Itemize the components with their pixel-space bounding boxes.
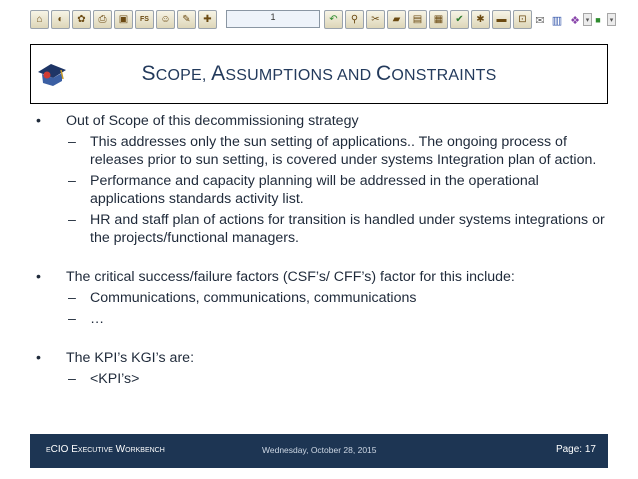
bullet-text: Out of Scope of this decommissioning strategy <box>66 113 359 129</box>
sub-bullet-item <box>36 172 606 208</box>
sub-bullet-text: HR and staff plan of actions for transition is handled under systems integrations or the projects/functional managers. <box>90 212 605 246</box>
home-icon[interactable]: ⌂ <box>30 10 49 29</box>
back-icon[interactable]: ◐ <box>51 10 70 29</box>
print-icon[interactable]: ⎙ <box>93 10 112 29</box>
highlight-icon[interactable]: ▰ <box>387 10 406 29</box>
sub-bullet-text: This addresses only the sun setting of applications.. The ongoing process of releases prior to sun setting, is covered under systems Integration plan of action. <box>90 134 597 168</box>
undo-icon[interactable]: ↶ <box>324 10 343 29</box>
sub-bullet-text: <KPI’s> <box>90 371 140 387</box>
footer-brand: eCIO Executive Workbench <box>46 444 165 455</box>
edit-icon[interactable]: ✎ <box>177 10 196 29</box>
note-icon[interactable]: ▤ <box>408 10 427 29</box>
viewer-toolbar <box>30 8 614 34</box>
lock-icon[interactable]: ⊡ <box>513 10 532 29</box>
bullet-glyph: • <box>36 350 41 366</box>
sub-bullet-item <box>36 370 606 388</box>
pin-icon[interactable]: ✱ <box>471 10 490 29</box>
sub-bullet-text: Performance and capacity planning will be addressed in the operational applications standards activity list. <box>90 173 539 207</box>
bullet-item <box>36 112 606 130</box>
comment-icon[interactable]: ▬ <box>492 10 511 29</box>
smiley-icon[interactable]: ☺ <box>156 10 175 29</box>
mail-icon[interactable]: ✉ <box>535 14 545 27</box>
dash-glyph: – <box>68 212 76 228</box>
dash-glyph: – <box>68 290 76 306</box>
fs-fullscreen-icon[interactable]: FS <box>135 10 154 29</box>
chevron-down-icon[interactable]: ▾ <box>607 13 616 26</box>
tools-icon[interactable]: ✂ <box>366 10 385 29</box>
bullet-text: The critical success/failure factors (CSF’s/ CFF’s) factor for this include: <box>66 269 515 285</box>
slide-footer <box>30 434 608 468</box>
find-icon[interactable]: ⚲ <box>345 10 364 29</box>
page-number-field[interactable]: 1 <box>226 10 320 28</box>
folder-icon[interactable]: ▣ <box>114 10 133 29</box>
slide-content <box>36 112 606 391</box>
bullet-item <box>36 349 606 367</box>
page-title: SCOPE, ASSUMPTIONS AND CONSTRAINTS <box>141 62 497 85</box>
stamp-icon[interactable]: ▦ <box>429 10 448 29</box>
title-box <box>30 44 608 104</box>
sub-bullet-item <box>36 211 606 247</box>
sub-bullet-item <box>36 133 606 169</box>
color-square-icon[interactable]: ■ <box>595 15 601 25</box>
bullet-glyph: • <box>36 113 41 129</box>
sub-bullet-item <box>36 310 606 328</box>
footer-date: Wednesday, October 28, 2015 <box>262 445 377 455</box>
sub-bullet-item <box>36 289 606 307</box>
document-icon[interactable]: ▥ <box>551 14 563 27</box>
insert-icon[interactable]: ✚ <box>198 10 217 29</box>
dash-glyph: – <box>68 371 76 387</box>
check-icon[interactable]: ✔ <box>450 10 469 29</box>
dash-glyph: – <box>68 173 76 189</box>
sub-bullet-text: … <box>90 311 105 327</box>
forward-icon[interactable]: ✿ <box>72 10 91 29</box>
dash-glyph: – <box>68 311 76 327</box>
bullet-text: The KPI’s KGI’s are: <box>66 350 195 366</box>
attach-icon[interactable]: ❖ <box>570 14 580 27</box>
dash-glyph: – <box>68 134 76 150</box>
footer-page-number: Page: 17 <box>555 444 596 455</box>
chevron-down-icon[interactable]: ▾ <box>583 13 592 26</box>
bullet-glyph: • <box>36 269 41 285</box>
bullet-item <box>36 268 606 286</box>
sub-bullet-text: Communications, communications, communications <box>90 290 417 306</box>
